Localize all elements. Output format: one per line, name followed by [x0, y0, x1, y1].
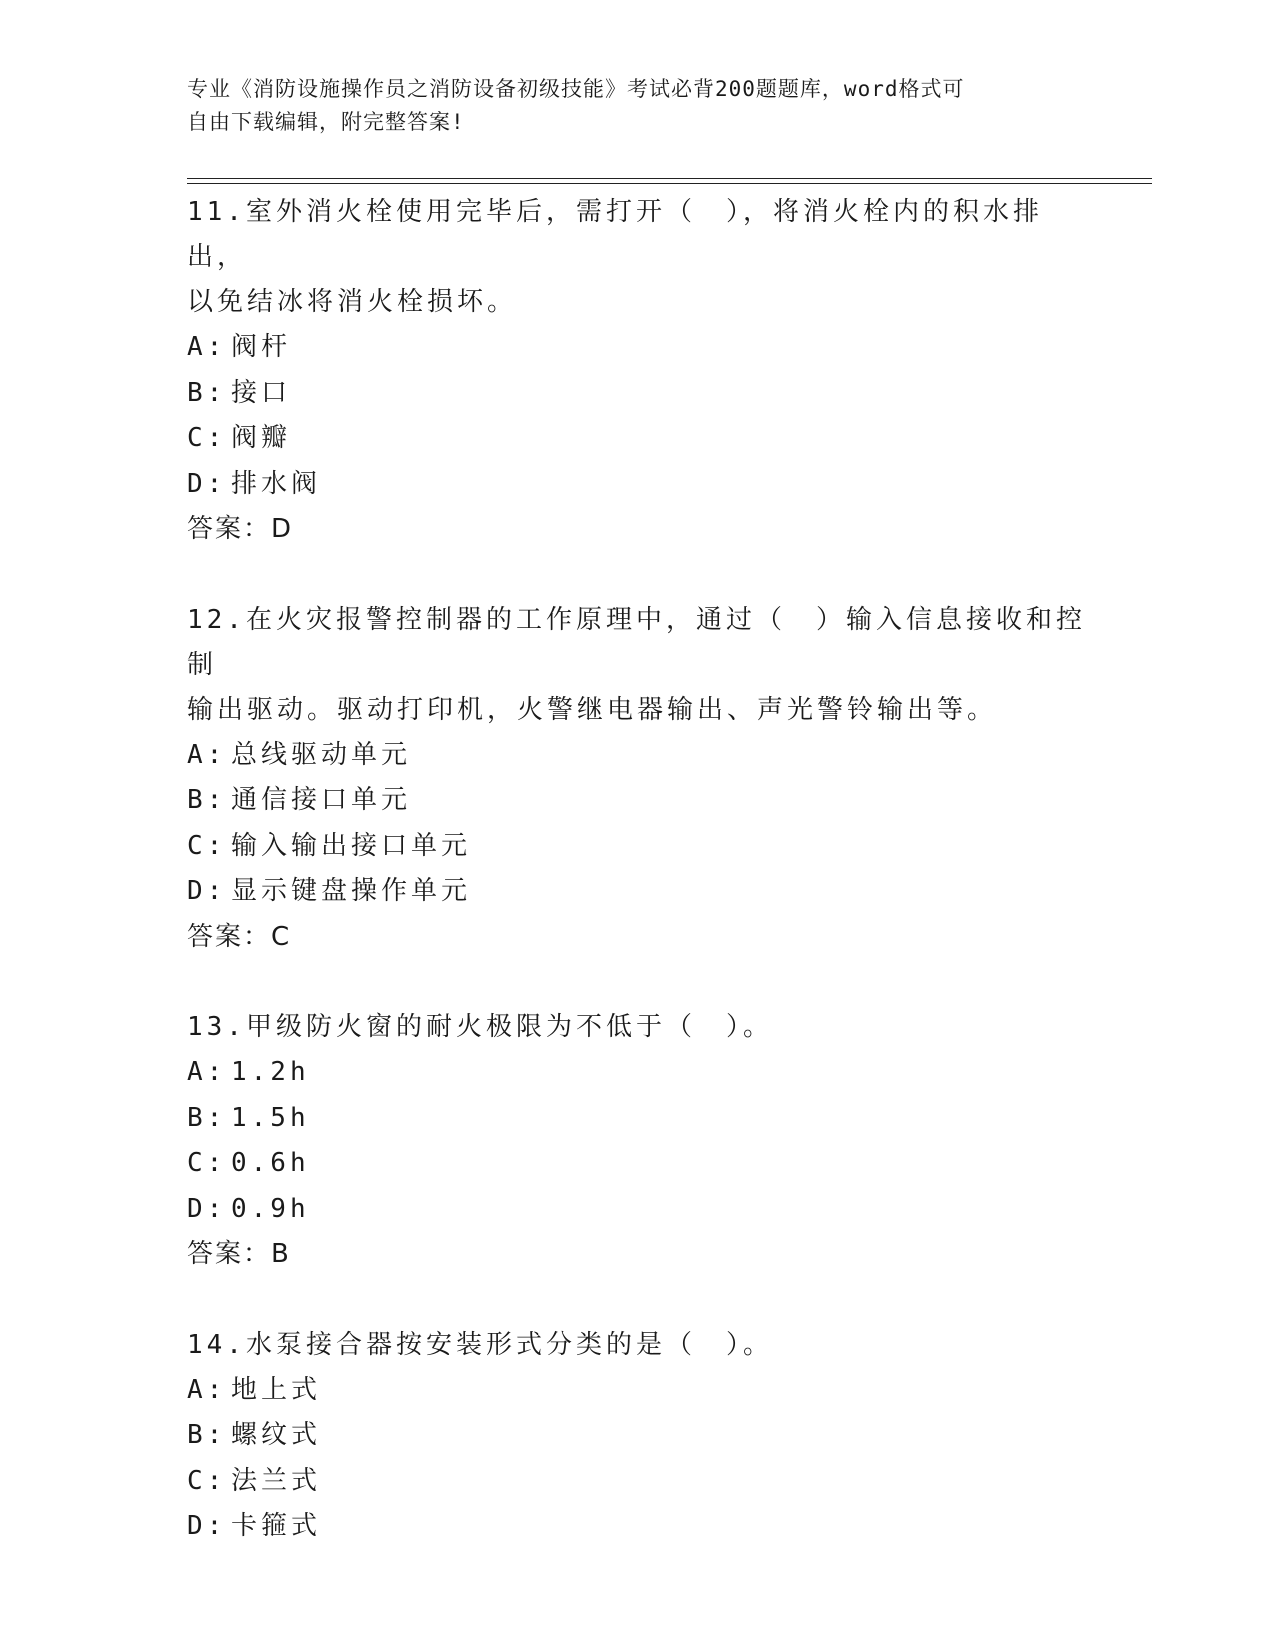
option-d [187, 869, 1087, 915]
option-letter: A: [187, 332, 227, 362]
option-text: 地上式 [231, 1374, 322, 1405]
option-b [187, 1096, 1087, 1142]
header-line-1: 专业《消防设施操作员之消防设备初级技能》考试必背200题题库，word格式可 [187, 77, 965, 101]
question-12 [187, 598, 1087, 961]
option-letter: A: [187, 1374, 227, 1405]
option-text: 0.9h [231, 1193, 310, 1224]
option-letter: C: [187, 1465, 227, 1496]
option-letter: D: [187, 1193, 227, 1224]
option-d [187, 1187, 1087, 1233]
question-stem-line: 12.在火灾报警控制器的工作原理中，通过（ ）输入信息接收和控制 [187, 604, 1086, 680]
question-list [187, 190, 1087, 1595]
option-letter: A: [187, 739, 227, 770]
header-divider-top [187, 178, 1152, 179]
option-letter: C: [187, 830, 227, 861]
option-letter: D: [187, 876, 227, 906]
option-text: 输入输出接口单元 [231, 830, 472, 861]
question-stem-line: 以免结冰将消火栓损坏。 [187, 287, 518, 317]
option-letter: D: [187, 468, 227, 499]
option-letter: B: [187, 785, 227, 815]
option-text: 接口 [231, 377, 292, 408]
option-text: 螺纹式 [231, 1420, 322, 1450]
option-text: 0.6h [231, 1148, 310, 1178]
option-text: 总线驱动单元 [231, 739, 412, 770]
option-b [187, 1413, 1087, 1459]
question-stem-line: 14.水泵接合器按安装形式分类的是（ ）。 [187, 1329, 773, 1360]
option-text: 1.5h [231, 1102, 310, 1133]
question-stem-line: 11.室外消火栓使用完毕后，需打开（ ），将消火栓内的积水排出， [187, 197, 1043, 272]
option-letter: A: [187, 1057, 227, 1087]
option-letter: B: [187, 377, 227, 408]
option-c [187, 1459, 1087, 1505]
option-c [187, 1141, 1087, 1187]
answer-line: 答案：C [187, 921, 292, 952]
option-text: 阀杆 [231, 332, 292, 362]
option-text: 阀瓣 [231, 423, 292, 453]
answer-line: 答案：D [187, 514, 294, 544]
header-divider-bottom [187, 183, 1152, 184]
answer-line: 答案：B [187, 1239, 291, 1269]
option-c [187, 416, 1087, 462]
option-letter: D: [187, 1511, 227, 1541]
option-d [187, 1504, 1087, 1550]
option-letter: B: [187, 1420, 227, 1450]
option-d [187, 462, 1087, 508]
option-a [187, 1368, 1087, 1414]
option-letter: C: [187, 1148, 227, 1178]
option-text: 法兰式 [231, 1465, 322, 1496]
option-c [187, 824, 1087, 870]
option-letter: B: [187, 1102, 227, 1133]
option-a [187, 733, 1087, 779]
option-a [187, 325, 1087, 371]
option-text: 显示键盘操作单元 [231, 876, 472, 906]
option-text: 通信接口单元 [231, 785, 412, 815]
header-line-2: 自由下载编辑，附完整答案! [187, 110, 465, 134]
option-b [187, 778, 1087, 824]
option-text: 排水阀 [231, 468, 322, 499]
question-11 [187, 190, 1087, 553]
question-stem-line: 输出驱动。驱动打印机，火警继电器输出、声光警铃输出等。 [187, 694, 998, 725]
option-letter: C: [187, 423, 227, 453]
question-stem-line: 13.甲级防火窗的耐火极限为不低于（ ）。 [187, 1012, 773, 1042]
option-b [187, 371, 1087, 417]
option-text: 1.2h [231, 1057, 310, 1087]
option-a [187, 1050, 1087, 1096]
option-text: 卡箍式 [231, 1511, 322, 1541]
question-14 [187, 1323, 1087, 1550]
document-header [187, 73, 1067, 139]
question-13 [187, 1005, 1087, 1278]
